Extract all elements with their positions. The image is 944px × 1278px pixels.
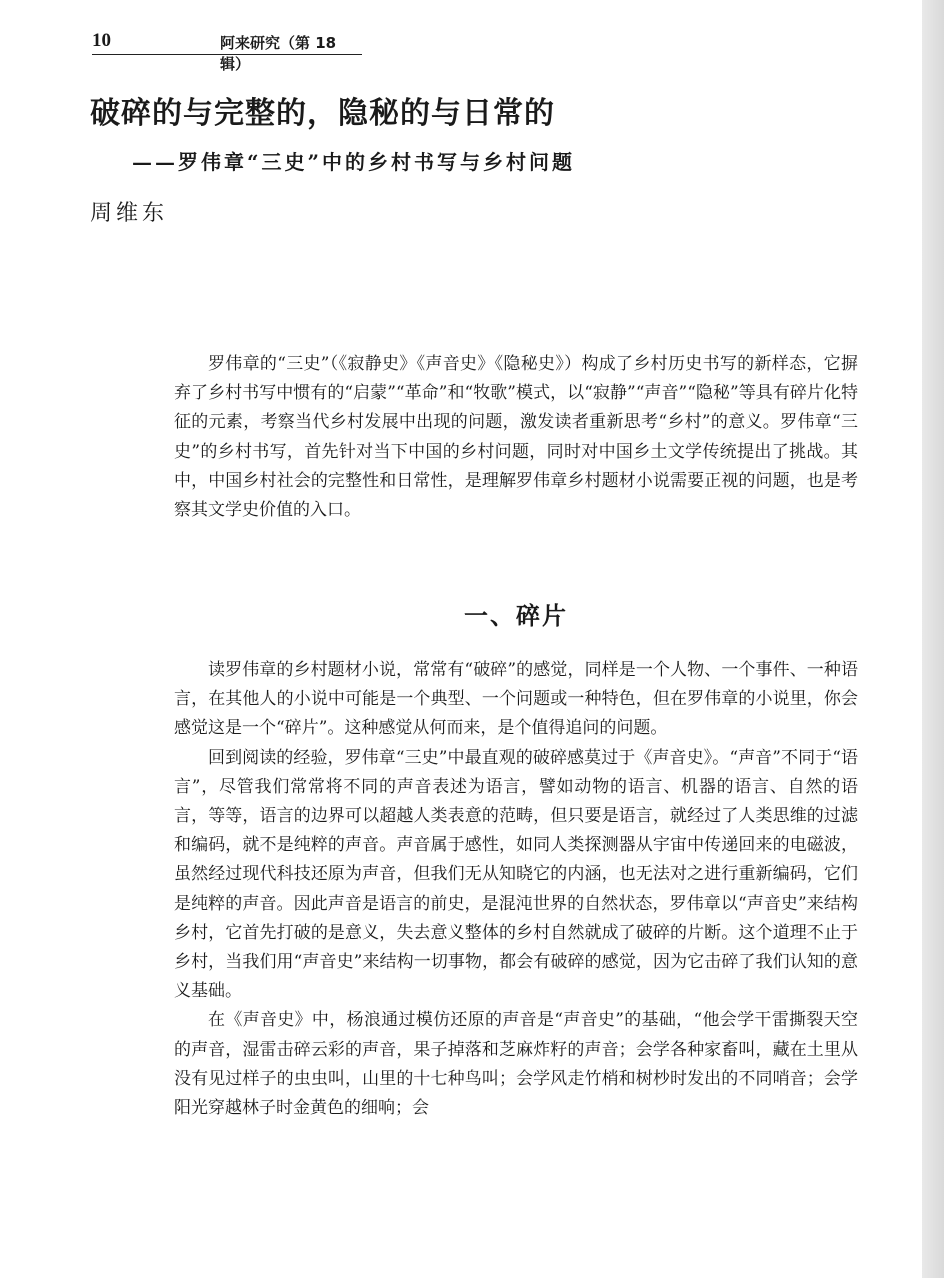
author-name: 周维东 xyxy=(90,201,169,226)
journal-title: 阿来研究（第 18 辑） xyxy=(220,34,337,73)
body-paragraph: 读罗伟章的乡村题材小说，常常有“破碎”的感觉，同样是一个人物、一个事件、一种语言，在其他人的小说中可能是一个典型、一个问题或一种特色，但在罗伟章的小说里，你会感觉这是一个“碎片”。这种感觉从何而来，是个值得追问的问题。 xyxy=(174,660,858,739)
scan-edge xyxy=(922,0,944,1278)
section-body xyxy=(174,656,858,1123)
abstract xyxy=(174,350,858,525)
article-subtitle: ——罗伟章“三史”中的乡村书写与乡村问题 xyxy=(132,150,576,174)
running-header xyxy=(92,30,362,73)
body-paragraph: 在《声音史》中，杨浪通过模仿还原的声音是“声音史”的基础，“他会学干雷撕裂天空的声音，湿雷击碎云彩的声音，果子掉落和芝麻炸籽的声音；会学各种家畜叫，藏在土里从没有见过样子的虫虫叫，山里的十七种鸟叫；会学风走竹梢和树杪时发出的不同哨音；会学阳光穿越林子时金黄色的细响；会 xyxy=(174,1010,858,1119)
article-title: 破碎的与完整的，隐秘的与日常的 xyxy=(90,96,555,131)
page-number: 10 xyxy=(92,30,111,51)
section-heading: 一、碎片 xyxy=(464,602,568,630)
body-paragraph: 回到阅读的经验，罗伟章“三史”中最直观的破碎感莫过于《声音史》。“声音”不同于“语言”，尽管我们常常将不同的声音表述为语言，譬如动物的语言、机器的语言、自然的语言，等等，语言的边界可以超越人类表意的范畴，但只要是语言，就经过了人类思维的过滤和编码，就不是纯粹的声音。声音属于感性，如同人类探测器从宇宙中传递回来的电磁波，虽然经过现代科技还原为声音，但我们无从知晓它的内涵，也无法对之进行重新编码，它们是纯粹的声音。因此声音是语言的前史，是混沌世界的自然状态，罗伟章以“声音史”来结构乡村，它首先打破的是意义，失去意义整体的乡村自然就成了破碎的片断。这个道理不止于乡村，当我们用“声音史”来结构一切事物，都会有破碎的感觉，因为它击碎了我们认知的意义基础。 xyxy=(174,747,858,1002)
abstract-text: 罗伟章的“三史”（《寂静史》《声音史》《隐秘史》）构成了乡村历史书写的新样态，它摒弃了乡村书写中惯有的“启蒙”“革命”和“牧歌”模式，以“寂静”“声音”“隐秘”等具有碎片化特征的元素，考察当代乡村发展中出现的问题，激发读者重新思考“乡村”的意义。罗伟章“三史”的乡村书写，首先针对当下中国的乡村问题，同时对中国乡土文学传统提出了挑战。其中，中国乡村社会的完整性和日常性，是理解罗伟章乡村题材小说需要正视的问题，也是考察其文学史价值的入口。 xyxy=(174,354,858,521)
